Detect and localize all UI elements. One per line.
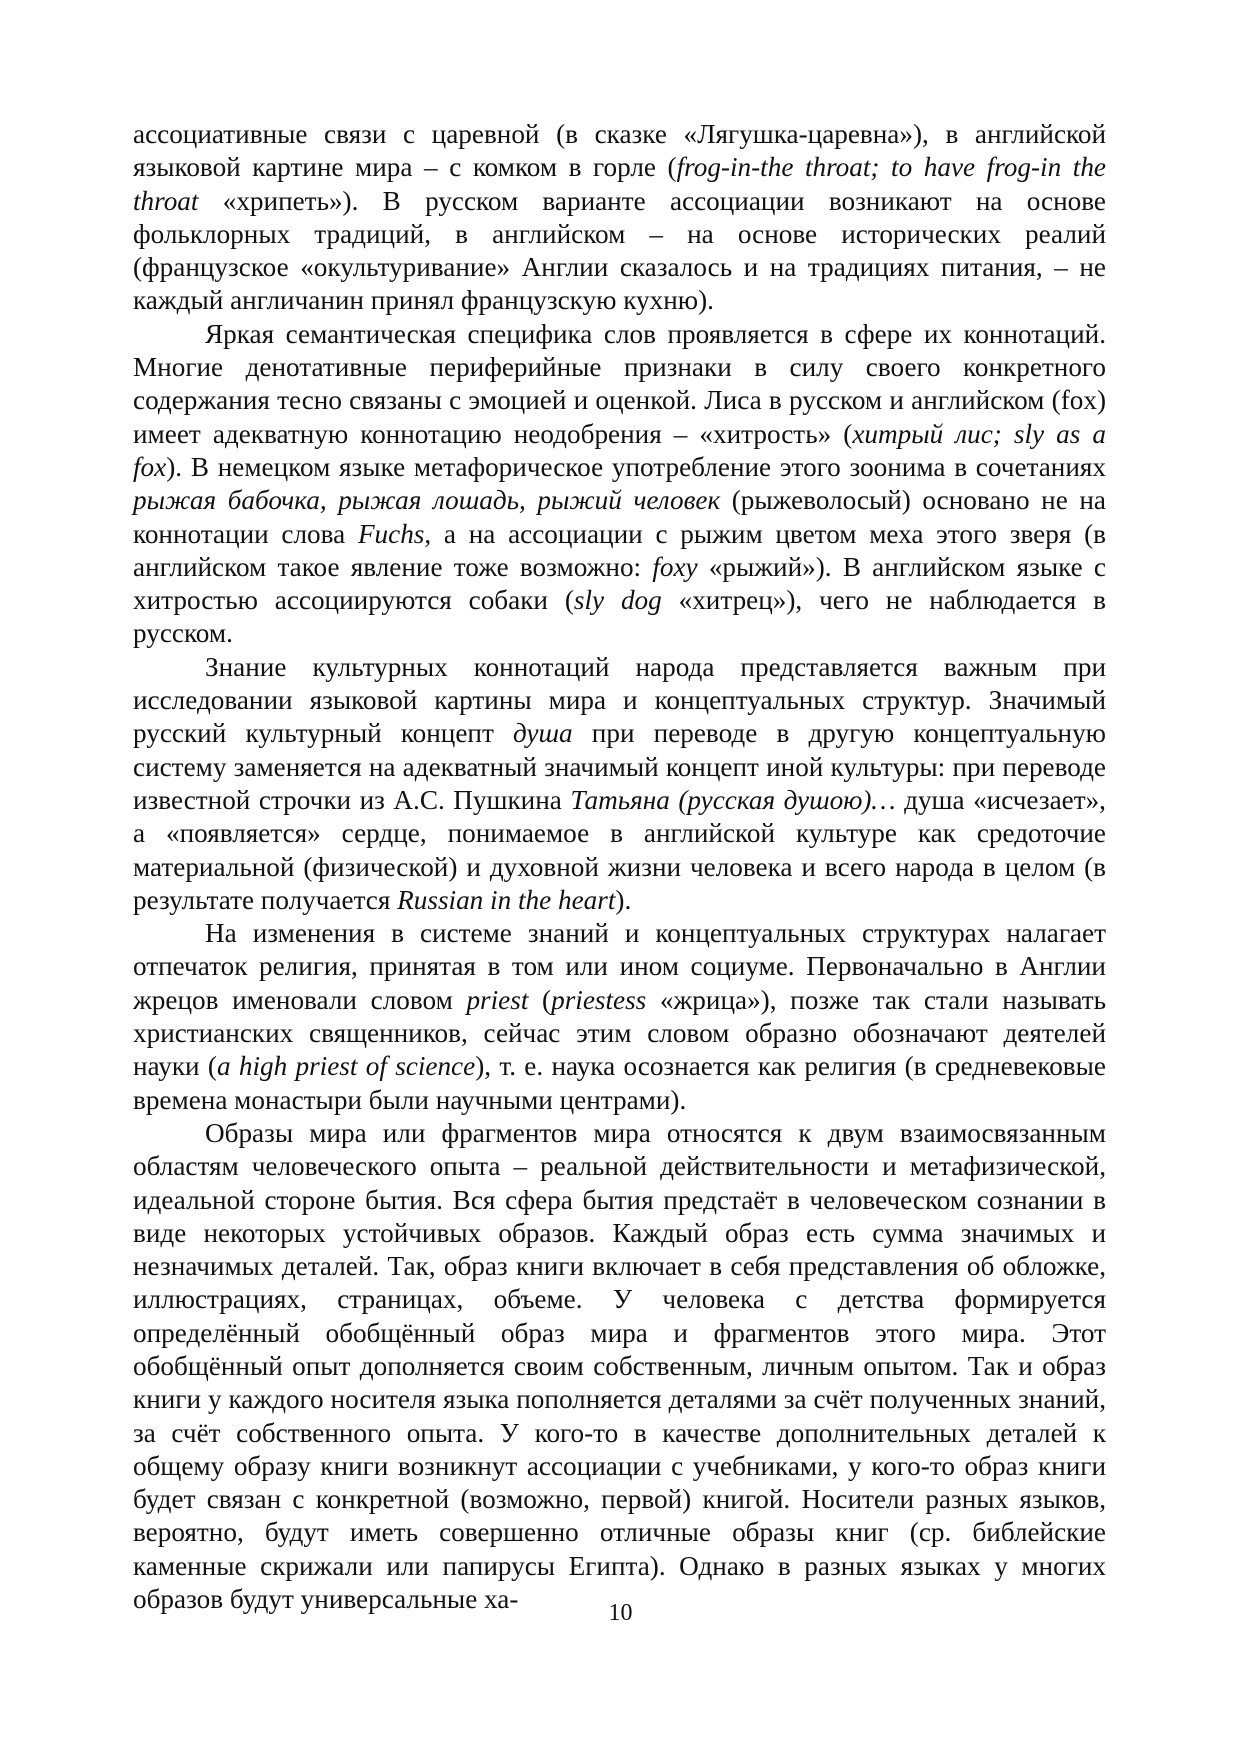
text: Образы мира или фрагментов мира относятся к двум взаимосвязанным областям человеческого опыта – реальной действительности и метафизической, идеальной стороне бытия. Вся сфера бытия предстаёт в человеческом сознании в виде некоторых устойчивых образов. Каждый образ есть сумма значимых и незначимых деталей. Так, образ книги включает в себя представления об обложке, иллюстрациях, страницах, объеме. У человека с детства формируется определённый обобщённый образ мира и фрагментов этого мира. Этот обобщённый опыт дополняется своим собственным, личным опытом. Так и образ книги у каждого носителя языка пополняется деталями за счёт полученных знаний, за счёт собственного опыта. У кого-то в качестве дополнительных деталей к общему образу книги возникнут ассоциации с учебниками, у кого-то образ книги будет связан с конкретной (возможно, первой) книгой. Носители разных языков, вероятно, будут иметь совершенно отличные образы книг (ср. библейские каменные скрижали или папирусы Египта). Однако в разных языках у многих образов будут универсальные ха- [133,1117,1106,1615]
paragraph [133,917,1106,1117]
text: ). [615,884,632,915]
italic-text: priestess [551,984,647,1015]
text: при переводе в другую концептуальную систему заменяется на адекватный значимый концепт иной культуры: при переводе известной строчки из А.С. Пушкина [133,718,1106,815]
italic-text: Fuchs [357,518,425,549]
text: На изменения в системе знаний и концептуальных структурах налагает отпечаток религия, принятая в том или ином социуме. Первоначально в Англии жрецов именовали словом [133,918,1106,1015]
text: Яркая семантическая специфика слов проявляется в сфере их коннотаций. Многие денотативные периферийные признаки в силу своего конкретного содержания тесно связаны с эмоцией и оценкой. Лиса в русском и английском (fox) имеет адекватную коннотацию неодобрения – «хитрость» ( [133,318,1106,449]
text: «хитрец»), чего не наблюдается в русском. [133,585,1107,649]
italic-text: foxy [652,551,698,582]
paragraph [133,318,1106,651]
text: душа «исчезает», а «появляется» сердце, понимаемое в английской культуре как средоточие материальной (физической) и духовной жизни человека и всего народа в целом (в результате получается [133,784,1106,915]
text: «рыжий»). В английском языке с хитростью ассоциируются собаки ( [133,551,1106,616]
text: , а на ассоциации с рыжим цветом меха этого зверя (в английском такое явление тоже возможно: [133,518,1106,582]
italic-text: душа [513,718,573,749]
text: ( [528,984,552,1015]
paragraph [133,118,1106,318]
italic-text: priest [466,984,529,1015]
text: ). В немецком языке метафорическое употребление этого зоонима в сочетаниях [166,451,1106,482]
italic-text: хитрый лис; sly as a fox [133,418,1106,482]
page-body-text [133,118,1106,1616]
italic-text: sly dog [573,585,662,616]
text: (рыжеволосый) основано не на коннотации слова [133,485,1106,549]
page-number: 10 [608,1600,633,1626]
text: «хрипеть»). В русском варианте ассоциации возникают на основе фольклорных традиций, в английском – на основе исторических реалий (французское «окультуривание» Англии сказалось и на традициях питания, – не каждый англичанин принял французскую кухню). [133,185,1106,316]
paragraph [133,1117,1106,1616]
text: «жрица»), позже так стали называть христианских священников, сейчас этим словом образно обозначают деятелей науки ( [133,984,1106,1082]
text: ассоциативные связи с царевной (в сказке «Лягушка-царевна»), в английской языковой картине мира – с комком в горле ( [133,119,1106,183]
text: Знание культурных коннотаций народа представляется важным при исследовании языковой картины мира и концептуальных структур. Значимый русский культурный концепт [133,651,1106,749]
italic-text: a high priest of science [216,1051,476,1082]
paragraph [133,651,1106,917]
text: ), т. е. наука осознается как религия (в средневековые времена монастыри были научными центрами). [133,1051,1106,1115]
italic-text: Russian in the heart [397,884,616,915]
italic-text: frog-in-the throat; to have frog-in the throat [133,152,1106,216]
italic-text: рыжая бабочка, рыжая лошадь, рыжий человек [133,485,721,516]
italic-text: Татьяна (русская душою)… [570,784,896,815]
